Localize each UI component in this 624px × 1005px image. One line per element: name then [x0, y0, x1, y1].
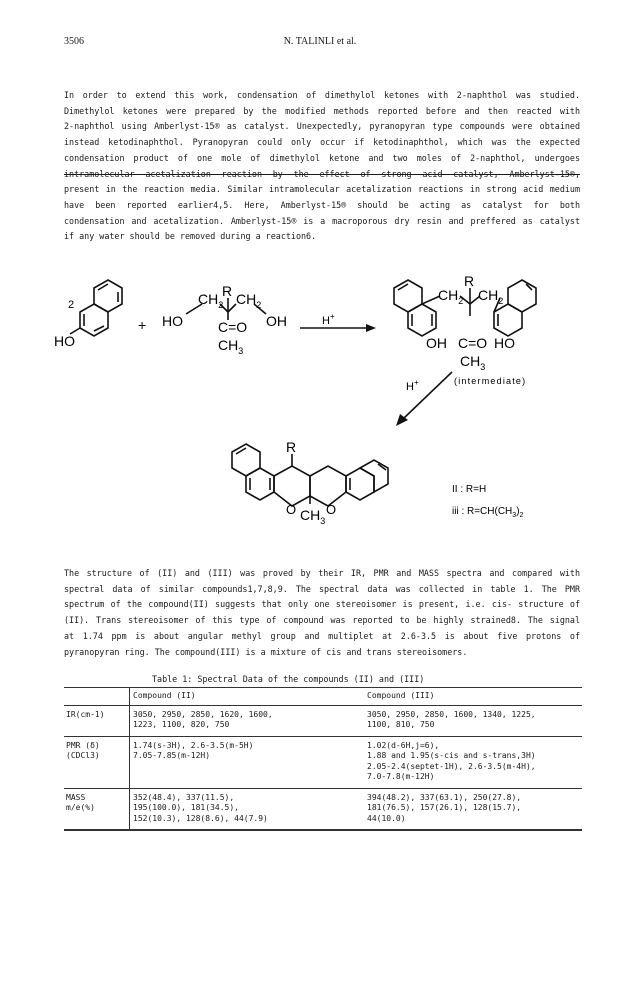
header-compound-ii: Compound (II) — [130, 688, 365, 705]
plus-sign: + — [138, 317, 147, 333]
h-plus-label-2: H+ — [406, 378, 419, 393]
reaction-arrow-1 — [300, 324, 376, 332]
ho-int-label: HO — [494, 335, 515, 351]
ch2-int-right: $CH_2$ — [478, 287, 504, 306]
intro-line-1: In order to extend this work, condensation of dimethylol ketones with 2-naphthol was studied. — [64, 90, 580, 100]
intro-line-7: present in the reaction media. Similar intramolecular acetalization reactions in strong acid medium — [64, 184, 580, 195]
iii-cell: 394(48.2), 337(63.1), 250(27.8), 181(76.5), 157(26.1), 128(15.7), 44(10.0) — [364, 788, 582, 830]
body-line-5: at 1.74 ppm is about angular methyl group and multiplet at 2.6-3.5 is about five protons of — [64, 630, 580, 641]
iii-cell: 3050, 2950, 2850, 1600, 1340, 1225, 1100, 810, 750 — [364, 705, 582, 736]
oh-mid-label: OH — [266, 313, 287, 329]
ch3-int-label: $CH_3$ — [460, 353, 486, 372]
spectral-data-table — [64, 688, 582, 831]
intro-paragraph — [64, 88, 580, 245]
body-line-3: spectrum of the compound(II) suggests that only one stereoisomer is present, i.e. cis- structure of — [64, 599, 580, 610]
pyranopyran-product — [232, 444, 388, 506]
ii-cell: 3050, 2950, 2850, 1620, 1600, 1223, 1100, 820, 750 — [130, 705, 365, 736]
co-mid-label: C=O — [218, 319, 248, 335]
intermediate-label: (intermediate) — [454, 376, 527, 386]
co-int-label: C=O — [458, 335, 488, 351]
o-product-right: O — [326, 502, 337, 517]
header-empty-cell — [64, 688, 130, 705]
reaction-scheme — [54, 268, 580, 538]
compound-ii-label: II : R=H — [452, 484, 487, 495]
ch3-product-label: $CH_3$ — [300, 507, 326, 526]
table-row — [64, 736, 582, 788]
row-label: PMR (δ) (CDCl3) — [64, 736, 130, 788]
h-plus-label-1: H+ — [322, 312, 335, 327]
intro-line-6: intramolecular acetalization reaction by the effect of strong acid catalyst, Amberlyst-15®, — [64, 168, 580, 179]
body-line-1: The structure of (II) and (III) was proved by their IR, PMR and MASS spectra and compared with — [64, 568, 580, 578]
page-number: 3506 — [64, 36, 84, 47]
intro-line-9: condensation and acetalization. Amberlyst-15® is a macroporous dry resin and preffered as catalyst — [64, 215, 580, 226]
reaction-scheme-svg — [54, 268, 580, 538]
body-line-4: (II). Trans stereoisomer of this type of compound was reported to be highly strained8. The signal — [64, 615, 580, 626]
ch3-mid-label: $CH_3$ — [218, 337, 244, 356]
ch2-left-label: $CH_2$ — [198, 291, 224, 310]
ii-cell: 352(48.4), 337(11.5), 195(100.0), 181(34.5), 152(10.3), 128(8.6), 44(7.9) — [130, 788, 365, 830]
oh-int-label: OH — [426, 335, 447, 351]
table-row — [64, 788, 582, 830]
intro-line-2: Dimethylol ketones were prepared by the modified methods reported before and then reacted with — [64, 105, 580, 116]
table-header-row — [64, 688, 582, 705]
header-compound-iii: Compound (III) — [364, 688, 582, 705]
r-int-label: R — [464, 273, 475, 289]
table-row — [64, 705, 582, 736]
results-paragraph — [64, 566, 580, 660]
body-line-2: spectral data of similar compounds1,7,8,9. The spectral data was collected in table 1. The PMR — [64, 583, 580, 594]
compound-iii-label: iii : $R=CH(CH_3)_2$ — [452, 506, 524, 519]
ii-cell: 1.74(s-3H), 2.6-3.5(m-5H) 7.05-7.85(m-12H) — [130, 736, 365, 788]
body-line-6: pyranopyran ring. The compound(III) is a mixture of cis and trans stereoisomers. — [64, 646, 468, 657]
running-authors: N. TALINLI et al. — [283, 36, 357, 47]
reaction-arrow-2 — [396, 372, 452, 426]
coefficient-2: 2 — [68, 299, 75, 311]
ch2-int-left: $CH_2$ — [438, 287, 464, 306]
intro-line-4: instead ketodinaphthol. Pyranopyran could only occur if ketodinaphthol, which was the expected — [64, 137, 580, 148]
table-caption: Table 1: Spectral Data of the compounds (II) and (III) — [152, 674, 425, 684]
r-product-label: R — [286, 439, 297, 455]
ho-left-label: HO — [54, 333, 75, 349]
row-label: MASS m/e(%) — [64, 788, 130, 830]
intro-line-3: 2-naphthol using Amberlyst-15® as catalyst. Unexpectedly, pyranopyran type compounds were obtained — [64, 121, 580, 132]
iii-cell: 1.02(d-6H,j=6), 1.88 and 1.95(s-cis and s-trans,3H) 2.05-2.4(septet-1H), 2.6-3.5(m-4H), 7.0-7.8(m-12H) — [364, 736, 582, 788]
page-header — [64, 36, 576, 52]
intro-line-10: if any water should be removed during a reaction6. — [64, 231, 317, 242]
row-label: IR(cm-1) — [64, 705, 130, 736]
ho-mid-label: HO — [162, 313, 183, 329]
intro-line-8: have been reported earlier4,5. Here, Amberlyst-15® should be acting as catalyst for both — [64, 199, 580, 210]
ch2-right-label: $CH_2$ — [236, 291, 262, 310]
r-mid-label: R — [222, 283, 233, 299]
o-product-left: O — [286, 502, 297, 517]
naphthol-reactant — [70, 280, 122, 336]
intro-line-5: condensation product of one mole of dimethylol ketone and two moles of 2-naphthol, undergoes — [64, 152, 580, 163]
